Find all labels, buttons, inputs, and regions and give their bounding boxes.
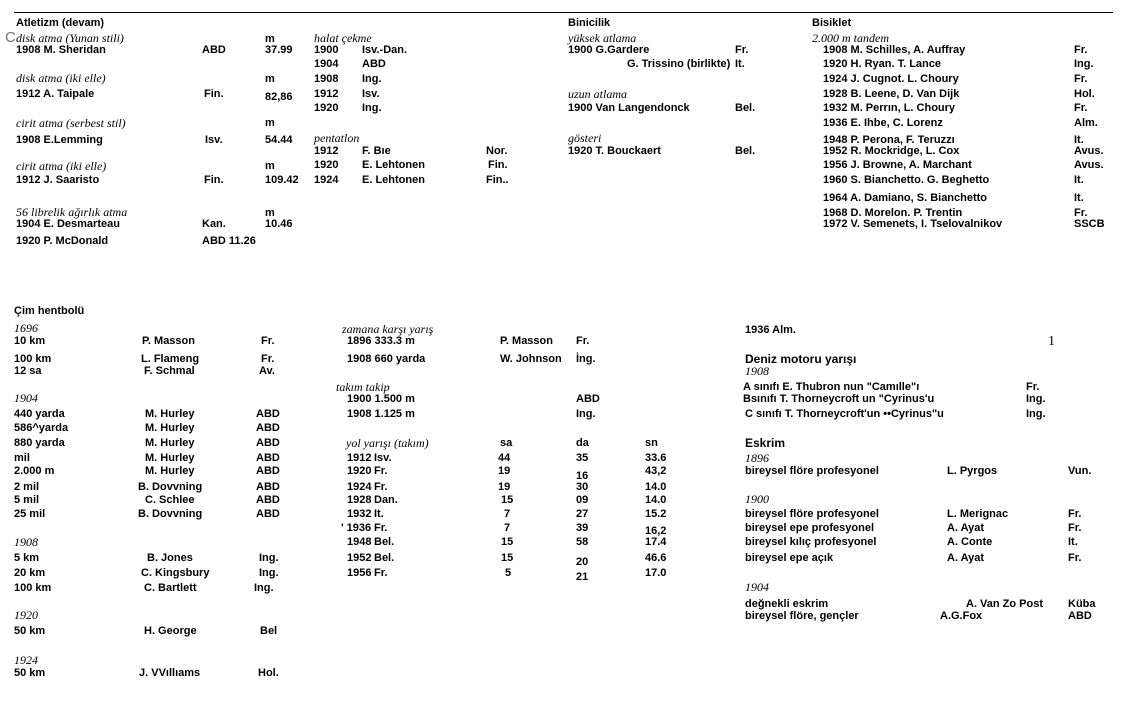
yol-da: 20 [576,556,589,568]
result-country: Kan. [202,218,226,230]
result-name: 1912 J. Saaristo [16,174,100,186]
yol-da: 39 [576,522,589,534]
result-name: 1912 A. Taipale [16,88,95,100]
heading-halat: halat çekme [314,31,372,45]
heading-uzun: uzun atlama [568,87,628,101]
yol-sa: 15 [501,552,514,564]
cim-name: B. Dovvning [138,481,203,493]
eskrim-country: Fr. [1068,552,1082,564]
eskrim-country: It. [1068,536,1078,548]
tandem-country: Fr. [1074,207,1088,219]
binicilik-name: G. Trissino (birlikte) [627,58,731,70]
halat-team: ABD [362,58,386,70]
result-name: 1908 E.Lemming [16,134,103,146]
deniz-country: Fr. [1026,381,1040,393]
cim-year-1696: 1696 [14,321,38,335]
cim-dist: 2.000 m [14,465,55,477]
alm-1936: 1936 Alm. [745,324,796,336]
halat-year: 1904 [314,58,339,70]
yol-sa: 44 [498,452,511,464]
zamana-country: İng. [576,353,596,365]
page-mark: 1 [1048,334,1055,349]
cim-name: B. Jones [147,552,193,564]
binicilik-country: Bel. [735,102,756,114]
yol-sa: 15 [501,494,514,506]
result-country-value: ABD 11.26 [202,235,256,247]
result-value: 54.44 [265,134,293,146]
eskrim-country: Fr. [1068,522,1082,534]
unit: m [265,73,275,85]
result-name: 1904 E. Desmarteau [16,218,120,230]
cim-name: C. Bartlett [144,582,197,594]
cim-country: ABD [256,408,280,420]
yol-da: 35 [576,452,589,464]
deniz-country: Ing. [1026,408,1046,420]
yol-sn: 14.0 [645,494,667,506]
cim-country: ABD [256,508,280,520]
eskrim-country: Vun. [1068,465,1092,477]
yol-year: 1924 [347,481,372,493]
tandem-country: Fr. [1074,102,1088,114]
heading-yol: yol yarışı (takım) [346,436,429,450]
tandem-country: Fr. [1074,73,1088,85]
deniz-country: Ing. [1026,393,1046,405]
tandem-country: Alm. [1074,117,1098,129]
eskrim-event: bireysel flöre profesyonel [745,465,879,477]
tandem-country: It. [1074,174,1084,186]
marker-c: C [5,29,16,46]
top-rule [14,12,1113,13]
eskrim-event: bireysel epe profesyonel [745,522,874,534]
cim-dist: 440 yarda [14,408,65,420]
yol-team: Fr. [374,481,388,493]
yol-sn: 43,2 [645,465,667,477]
heading-zamana: zamana karşı yarış [342,322,434,336]
cim-dist: 12 sa [14,365,42,377]
deniz-year: 1908 [745,364,769,378]
cim-dist: 50 km [14,625,46,637]
yol-team: It. [374,508,384,520]
cim-dist: 50 km [14,667,46,679]
yol-sa: 19 [498,465,511,477]
eskrim-name: A. Ayat [947,522,985,534]
section-deniz: Deniz motoru yarışı [745,352,857,366]
col-da: da [576,437,589,449]
eskrim-country: Fr. [1068,508,1082,520]
tandem-name: 1932 M. Perrın, L. Choury [823,102,956,114]
yol-year: 1948 [347,536,372,548]
cim-name: M. Hurley [145,408,195,420]
pentatlon-country: Fin.. [486,174,509,186]
unit: m [265,160,275,172]
heading-disk-yunan: disk atma (Yunan stili) [16,31,124,45]
yol-sn: 15.2 [645,508,667,520]
result-country: ABD [202,44,226,56]
tandem-name: 1956 J. Browne, A. Marchant [823,159,972,171]
eskrim-country: Küba [1068,598,1096,610]
cim-dist: 10 km [14,335,46,347]
binicilik-name: 1900 Van Langendonck [568,102,690,114]
eskrim-name: L. Pyrgos [947,465,998,477]
yol-sn: 17.4 [645,536,667,548]
cim-country: Hol. [258,667,279,679]
yol-team: Dan. [374,494,398,506]
cim-dist: 5 km [14,552,40,564]
result-name: 1908 M. Sheridan [16,44,106,56]
eskrim-event: bireysel flöre, gençler [745,610,859,622]
halat-team: Isv. [362,88,380,100]
cim-name: H. George [144,625,197,637]
pentatlon-country: Nor. [486,145,508,157]
takip-year-dist: 1908 1.125 m [347,408,415,420]
pentatlon-name: E. Lehtonen [362,174,425,186]
pentatlon-year: 1912 [314,145,339,157]
binicilik-name: 1920 T. Bouckaert [568,145,661,157]
cim-country: ABD [256,465,280,477]
section-cim: Çim hentbolü [14,305,85,317]
pentatlon-year: 1920 [314,159,339,171]
cim-name: C. Schlee [145,494,195,506]
pentatlon-name: E. Lehtonen [362,159,425,171]
takip-country: Ing. [576,408,596,420]
result-country: Isv. [205,134,223,146]
halat-year: 1908 [314,73,339,85]
unit: m [265,207,275,219]
zamana-country: Fr. [576,335,590,347]
cim-dist: 100 km [14,353,52,365]
tandem-country: It. [1074,134,1084,146]
result-value: 82,86 [265,91,293,103]
yol-da: 30 [576,481,589,493]
heading-yuksek: yüksek atlama [568,31,637,45]
deniz-row: C sınıfı T. Thorneycroft'un ••Cyrinus"u [745,408,944,420]
yol-sa: 15 [501,536,514,548]
takip-country: ABD [576,393,600,405]
heading-pentatlon: pentatlon [314,131,360,145]
section-atletizm: Atletizm (devam) [16,17,105,29]
result-value: 10.46 [265,218,293,230]
yol-team: Fr. [374,522,388,534]
section-bisiklet: Bisiklet [812,17,852,29]
yol-sn: 14.0 [645,481,667,493]
eskrim-event: bireysel flöre profesyonel [745,508,879,520]
cim-name: F. Schmal [144,365,195,377]
binicilik-country: Bel. [735,145,756,157]
tandem-name: 1920 H. Ryan. T. Lance [823,58,941,70]
tandem-name: 1952 R. Mockridge, L. Cox [823,145,960,157]
cim-country: Ing. [259,552,279,564]
tandem-country: Ing. [1074,58,1094,70]
tandem-name: 1968 D. Morelon. P. Trentin [823,207,963,219]
cim-country: ABD [256,481,280,493]
cim-country: Fr. [261,353,275,365]
cim-name: J. VVıllıams [139,667,201,679]
eskrim-year-1896: 1896 [745,451,769,465]
tandem-country: Avus. [1074,145,1104,157]
heading-tandem: 2.000 m tandem [812,31,889,45]
cim-dist: 100 km [14,582,52,594]
binicilik-name: 1900 G.Gardere [568,44,650,56]
result-name: 1920 P. McDonald [16,235,109,247]
eskrim-country: ABD [1068,610,1092,622]
result-country: Fin. [204,174,224,186]
heading-agirlik: 56 librelik ağırlık atma [16,205,128,219]
yol-sa: 7 [504,508,511,520]
cim-name: L. Flameng [141,353,200,365]
eskrim-event: bireysel kılıç profesyonel [745,536,877,548]
cim-country: Fr. [261,335,275,347]
cim-dist: 2 mil [14,481,40,493]
yol-da: 16 [576,470,589,482]
tandem-country: Hol. [1074,88,1095,100]
heading-cirit-serbest: cirit atma (serbest stil) [16,116,126,130]
binicilik-country: It. [735,58,745,70]
pentatlon-country: Fin. [488,159,508,171]
tandem-country: Avus. [1074,159,1104,171]
yol-team: Isv. [374,452,392,464]
takip-year-dist: 1900 1.500 m [347,393,415,405]
cim-name: B. Dovvning [138,508,203,520]
heading-cirit-iki: cirit atma (iki elle) [16,159,107,173]
cim-country: ABD [256,452,280,464]
tandem-country: It. [1074,192,1084,204]
cim-year-1924: 1924 [14,653,38,667]
tandem-name: 1924 J. Cugnot. L. Choury [823,73,959,85]
tandem-name: 1960 S. Bianchetto. G. Beghetto [823,174,990,186]
eskrim-event: değnekli eskrim [745,598,829,610]
cim-country: Bel [260,625,278,637]
yol-sn: 46.6 [645,552,667,564]
halat-team: Ing. [362,73,382,85]
yol-da: 27 [576,508,589,520]
yol-team: Fr. [374,567,388,579]
unit: m [265,117,275,129]
yol-sa: 7 [504,522,511,534]
halat-team: Isv.-Dan. [362,44,408,56]
eskrim-name: A. Van Zo Post [966,598,1044,610]
col-sa: sa [500,437,513,449]
tandem-country: SSCB [1074,218,1105,230]
cim-country: ABD [256,437,280,449]
yol-year: ' 1936 [341,522,372,534]
cim-name: M. Hurley [145,437,195,449]
zamana-year-dist: 1908 660 yarda [347,353,426,365]
zamana-name: P. Masson [500,335,553,347]
yol-da: 21 [576,571,589,583]
cim-name: M. Hurley [145,452,195,464]
pentatlon-year: 1924 [314,174,339,186]
col-sn: sn [645,437,658,449]
pentatlon-name: F. Bıe [362,145,391,157]
yol-team: Fr. [374,465,388,477]
eskrim-year-1904: 1904 [745,580,769,594]
yol-da: 09 [576,494,589,506]
result-country: Fin. [204,88,224,100]
yol-year: 1912 [347,452,372,464]
cim-country: Ing. [254,582,274,594]
halat-year: 1912 [314,88,339,100]
result-value: 109.42 [265,174,299,186]
cim-dist: 20 km [14,567,46,579]
cim-name: M. Hurley [145,465,195,477]
cim-dist: 880 yarda [14,437,65,449]
section-binicilik: Binicilik [568,17,611,29]
yol-sn: 17.0 [645,567,667,579]
cim-country: Ing. [259,567,279,579]
cim-year-1920: 1920 [14,608,38,622]
yol-sn: 16,2 [645,525,667,537]
cim-dist: 25 mil [14,508,46,520]
eskrim-name: L. Merignac [947,508,1009,520]
yol-year: 1952 [347,552,372,564]
cim-year-1904: 1904 [14,391,38,405]
unit: m [265,33,275,45]
eskrim-name: A. Conte [947,536,993,548]
halat-year: 1900 [314,44,339,56]
cim-country: ABD [256,422,280,434]
cim-name: M. Hurley [145,422,195,434]
cim-dist: 5 mil [14,494,40,506]
yol-sn: 33.6 [645,452,667,464]
yol-year: 1932 [347,508,372,520]
eskrim-year-1900: 1900 [745,492,769,506]
eskrim-name: A.G.Fox [940,610,983,622]
eskrim-event: bireysel epe açık [745,552,834,564]
tandem-country: Fr. [1074,44,1088,56]
deniz-row: Bsınıfı T. Thorneycroft un "Cyrinus'u [743,393,935,405]
tandem-name: 1936 E. Ihbe, C. Lorenz [823,117,943,129]
cim-name: P. Masson [142,335,195,347]
cim-name: C. Kingsbury [141,567,210,579]
tandem-name: 1948 P. Perona, F. Teruzzı [823,134,955,146]
tandem-name: 1964 A. Damiano, S. Bianchetto [823,192,988,204]
yol-da: 58 [576,536,589,548]
deniz-row: A sınıfı E. Thubron nun "Camılle"ı [743,381,920,393]
heading-disk-iki: disk atma (iki elle) [16,71,106,85]
cim-dist: mil [14,452,30,464]
yol-sa: 19 [498,481,511,493]
eskrim-name: A. Ayat [947,552,985,564]
zamana-year-dist: 1896 333.3 m [347,335,415,347]
yol-year: 1928 [347,494,372,506]
heading-gosteri: gösteri [568,131,602,145]
yol-team: Bel. [374,536,395,548]
cim-country: Av. [259,365,275,377]
binicilik-country: Fr. [735,44,749,56]
yol-team: Bel. [374,552,395,564]
yol-sa: 5 [505,567,512,579]
tandem-name: 1928 B. Leene, D. Van Dijk [823,88,960,100]
heading-takim-takip: takım takip [336,380,390,394]
cim-country: ABD [256,494,280,506]
tandem-name: 1972 V. Semenets, I. Tselovalnikov [823,218,1003,230]
cim-dist: 586^yarda [14,422,69,434]
section-eskrim: Eskrim [745,436,786,450]
tandem-name: 1908 M. Schilles, A. Auffray [823,44,966,56]
halat-team: Ing. [362,102,382,114]
yol-year: 1920 [347,465,372,477]
result-value: 37.99 [265,44,293,56]
cim-year-1908: 1908 [14,535,38,549]
yol-year: 1956 [347,567,372,579]
zamana-name: W. Johnson [500,353,562,365]
halat-year: 1920 [314,102,339,114]
